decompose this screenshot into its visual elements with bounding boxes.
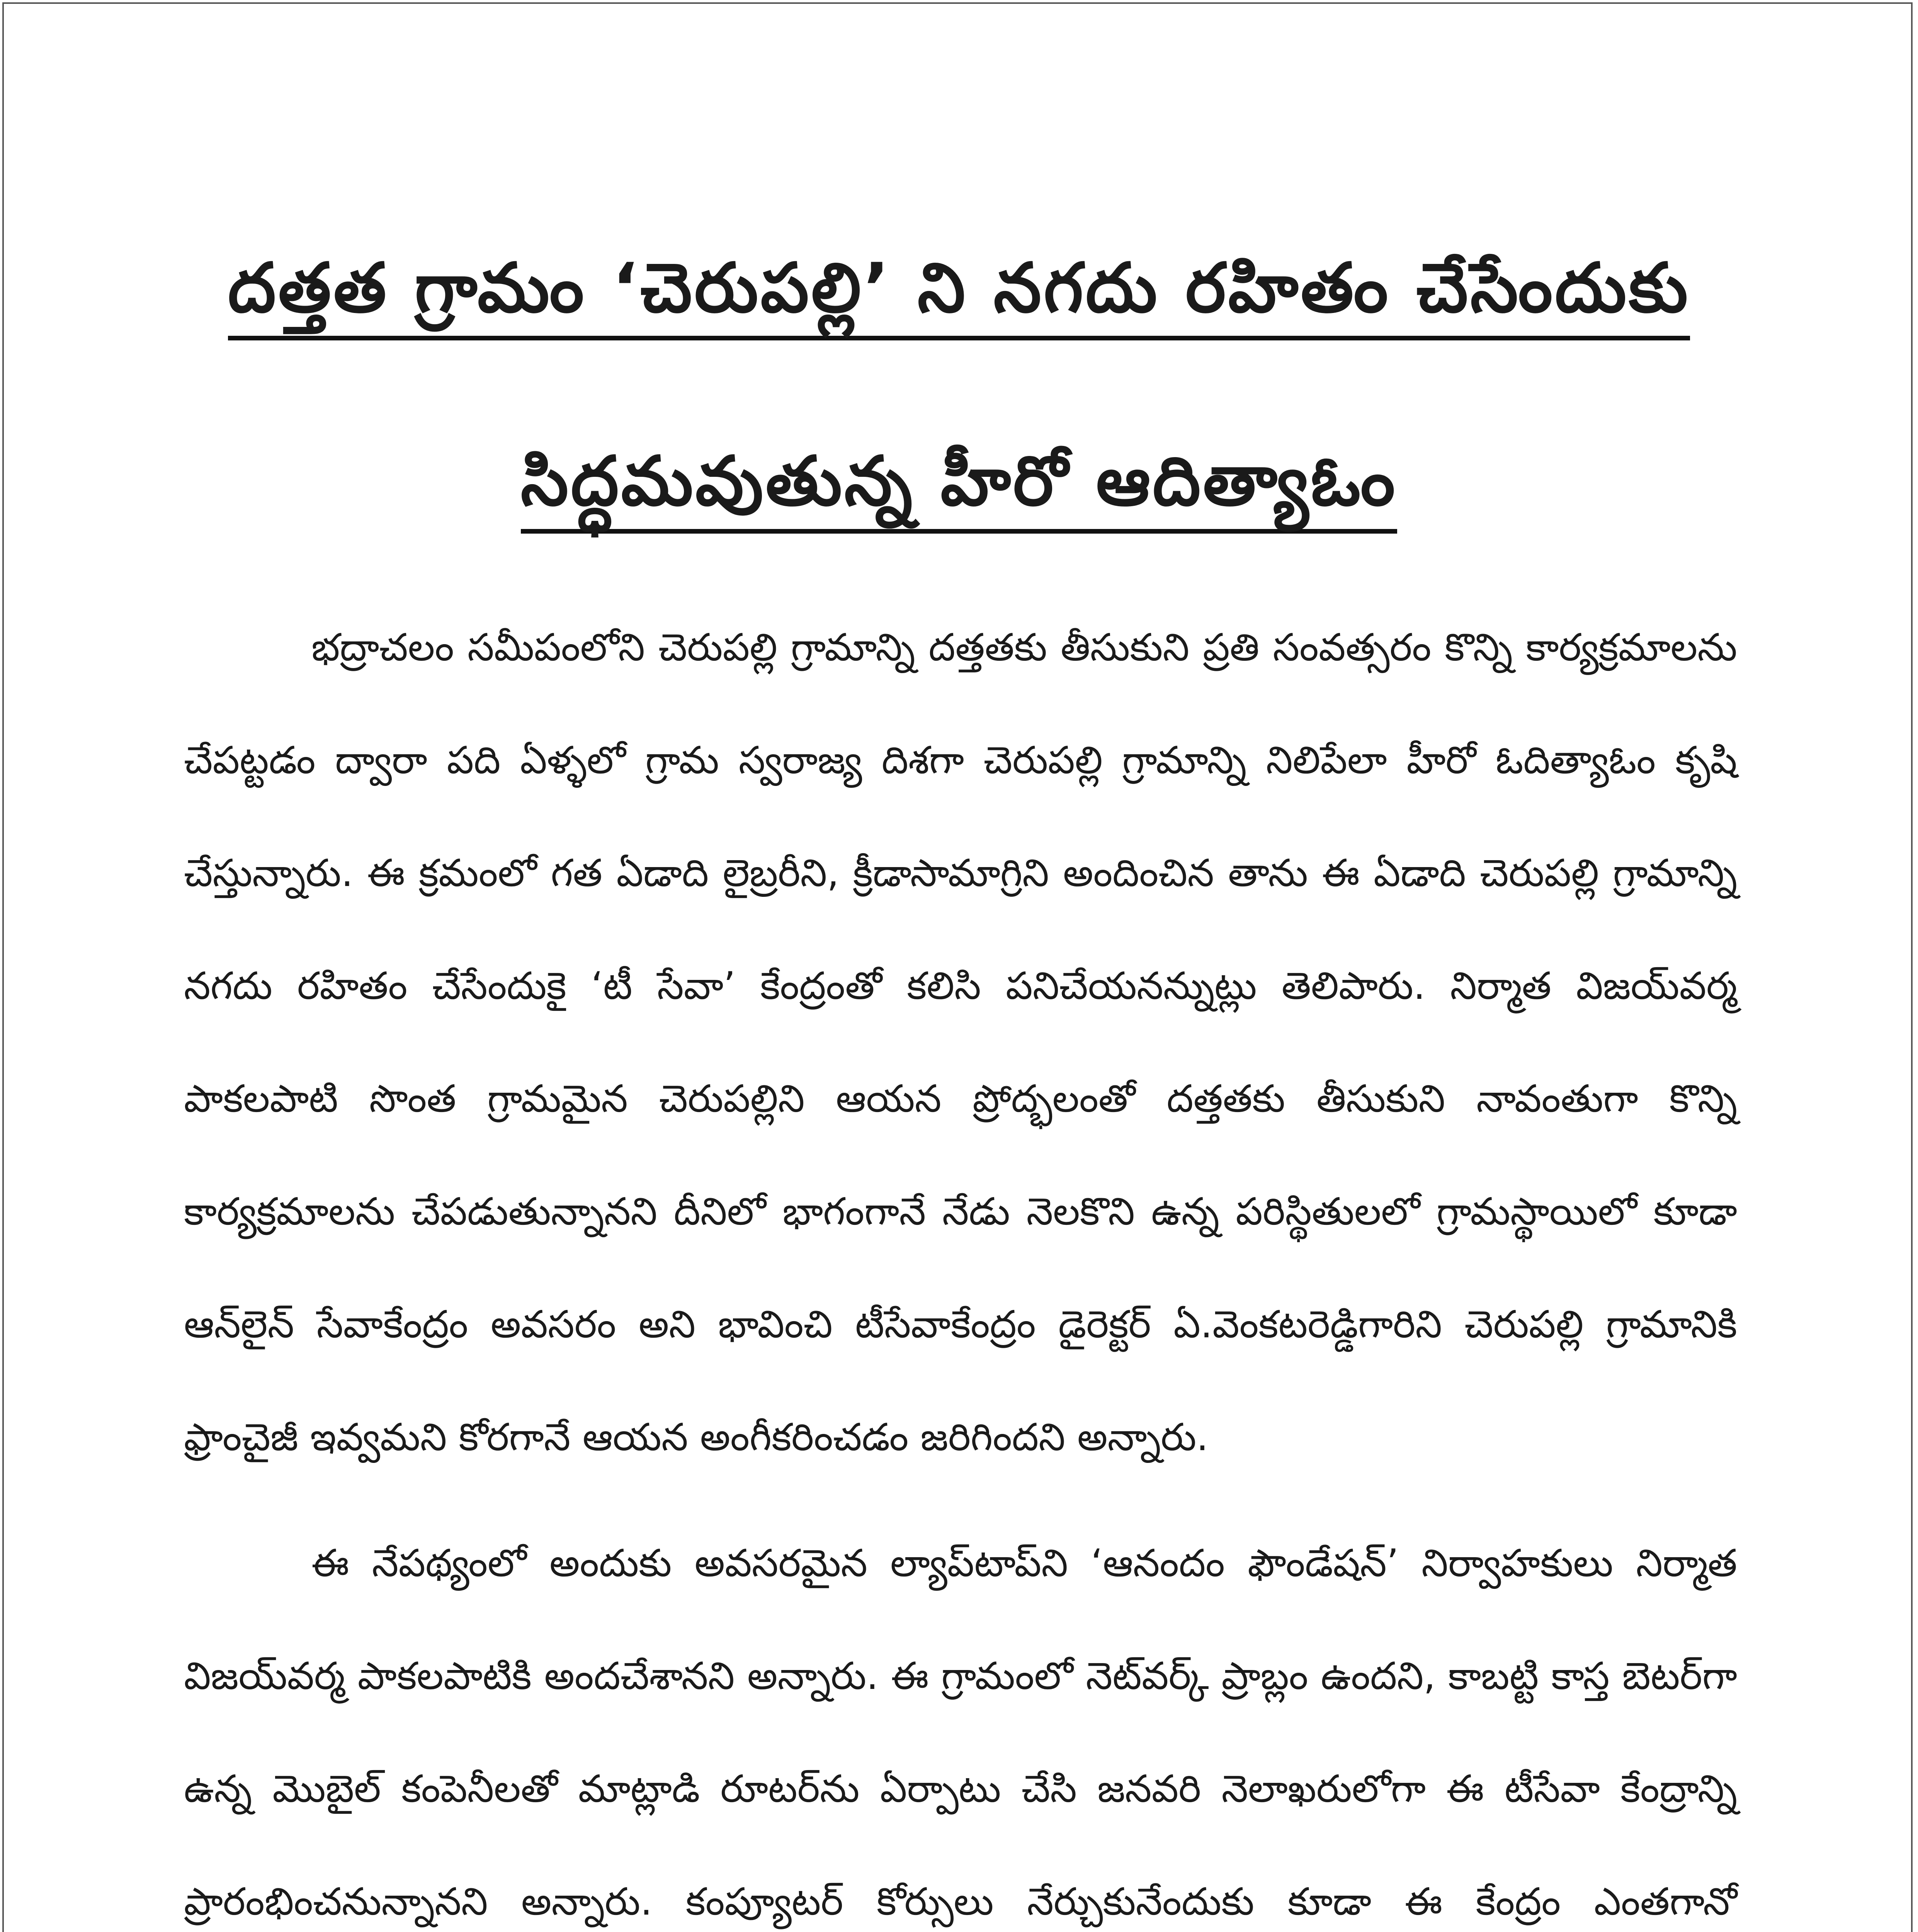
headline-line-2-text: సిద్ధమవుతున్న హీరో ఆదిత్యాఓం [521, 440, 1398, 534]
body-paragraph-2 [184, 1507, 1737, 1932]
headline-line-1-text: దత్తత గ్రామం ‘చెరుపల్లి’ ని నగదు రహితం చేసేందుకు [228, 247, 1690, 340]
body-paragraph-1-text: భద్రాచలం సమీపంలోని చెరుపల్లి గ్రామాన్ని దత్తతకు తీసుకుని ప్రతి సంవత్సరం కొన్ని కార్యక్రమాలను చేపట్టడం ద్వారా పది ఏళ్ళలో గ్రామ స్వరాజ్య దిశగా చెరుపల్లి గ్రామాన్ని నిలిపేలా హీరో ఓదిత్యాఓం కృషి చేస్తున్నారు. ఈ క్రమంలో గత ఏడాది లైబ్రరీని, క్రీడాసామాగ్రిని అందించిన తాను ఈ ఏడాది చెరుపల్లి గ్రామాన్ని నగదు రహితం చేసేందుకై ‘టీ సేవా’ కేంద్రంతో కలిసి పనిచేయనన్నుట్లు తెలిపారు. నిర్మాత విజయ్‌వర్మ పాకలపాటి సొంత గ్రామమైన చెరుపల్లిని ఆయన ప్రోద్భలంతో దత్తతకు తీసుకుని నావంతుగా కొన్ని కార్యక్రమాలను చేపడుతున్నానని దీనిలో భాగంగానే నేడు నెలకొని ఉన్న పరిస్థితులలో గ్రామస్థాయిలో కూడా ఆన్‌లైన్ సేవాకేంద్రం అవసరం అని భావించి టీసేవాకేంద్రం డైరెక్టర్ ఏ.వెంకటరెడ్డిగారిని చెరుపల్లి గ్రామానికి ఫ్రాంచైజీ ఇవ్వమని కోరగానే ఆయన అంగీకరించడం జరిగిందని అన్నారు. [184, 626, 1737, 1459]
headline-line-2 [0, 440, 1918, 534]
body-paragraph-1 [184, 591, 1737, 1494]
headline-line-1 [0, 247, 1918, 340]
body-paragraph-2-text: ఈ నేపథ్యంలో అందుకు అవసరమైన ల్యాప్‌టాప్‌ని ‘ఆనందం ఫౌండేషన్’ నిర్వాహకులు నిర్మాత విజయ్‌వర్మ పాకలపాటికి అందచేశానని అన్నారు. ఈ గ్రామంలో నెట్‌వర్క్ ప్రాబ్లం ఉందని, కాబట్టి కాస్త బెటర్‌గా ఉన్న మొబైల్ కంపెనీలతో మాట్లాడి రూటర్‌ను ఏర్పాటు చేసి జనవరి నెలాఖరులోగా ఈ టీసేవా కేంద్రాన్ని ప్రారంభించనున్నానని అన్నారు. కంప్యూటర్ కోర్సులు నేర్చుకునేందుకు కూడా ఈ కేంద్రం ఎంతగానో [184, 1541, 1737, 1924]
